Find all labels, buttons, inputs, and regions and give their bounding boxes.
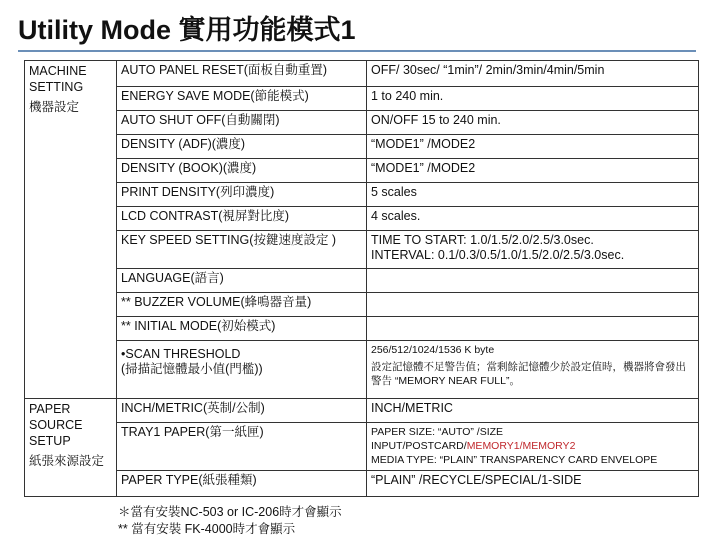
setting-name: LANGUAGE(語言) <box>117 269 367 293</box>
footnote: ＊當有安裝NC-503 or IC-206時才會顯示 <box>118 505 342 519</box>
table-row <box>25 87 699 111</box>
setting-name: AUTO PANEL RESET(面板自動重置) <box>117 61 367 87</box>
setting-name-line: (掃描記憶體最小值(門檻)) <box>121 362 263 376</box>
setting-value <box>367 269 699 293</box>
setting-value: INCH/METRIC <box>367 399 699 423</box>
table-row <box>25 423 699 471</box>
setting-name: PRINT DENSITY(列印濃度) <box>117 183 367 207</box>
table-row <box>25 231 699 269</box>
table-row <box>25 399 699 423</box>
setting-name: TRAY1 PAPER(第一紙匣) <box>117 423 367 471</box>
setting-name: AUTO SHUT OFF(自動關閉) <box>117 111 367 135</box>
setting-name: DENSITY (BOOK)(濃度) <box>117 159 367 183</box>
setting-name: ENERGY SAVE MODE(節能模式) <box>117 87 367 111</box>
setting-value: “MODE1” /MODE2 <box>367 135 699 159</box>
setting-value: 4 scales. <box>367 207 699 231</box>
table-row <box>25 293 699 317</box>
utility-mode-table <box>24 60 699 497</box>
setting-value: 5 scales <box>367 183 699 207</box>
setting-value <box>367 231 699 269</box>
table-row <box>25 471 699 497</box>
table-row <box>25 341 699 399</box>
setting-value-line: INTERVAL: 0.1/0.3/0.5/1.0/1.5/2.0/2.5/3.0sec. <box>371 248 625 262</box>
table-row <box>25 317 699 341</box>
setting-value-line: 256/512/1024/1536 K byte <box>371 344 495 356</box>
category-machine-setting <box>25 61 117 399</box>
table-row <box>25 207 699 231</box>
category-label-zh: 機器設定 <box>29 100 80 114</box>
category-label-zh: 紙張來源設定 <box>29 454 105 468</box>
setting-value-line: MEDIA TYPE: “PLAIN” TRANSPARENCY CARD ENVELOPE <box>371 454 658 466</box>
setting-value-line: PAPER SIZE: “AUTO” /SIZE <box>371 426 504 438</box>
setting-name: DENSITY (ADF)(濃度) <box>117 135 367 159</box>
category-label-en: PAPER SOURCE SETUP <box>29 402 83 448</box>
setting-value: “MODE1” /MODE2 <box>367 159 699 183</box>
table-row <box>25 111 699 135</box>
table-row <box>25 183 699 207</box>
table-row <box>25 159 699 183</box>
setting-value: “PLAIN” /RECYCLE/SPECIAL/1-SIDE <box>367 471 699 497</box>
table-row <box>25 269 699 293</box>
setting-value: ON/OFF 15 to 240 min. <box>367 111 699 135</box>
title-underline <box>18 50 696 52</box>
setting-name: PAPER TYPE(紙張種類) <box>117 471 367 497</box>
setting-value <box>367 293 699 317</box>
setting-name: INCH/METRIC(英制/公制) <box>117 399 367 423</box>
setting-value: 1 to 240 min. <box>367 87 699 111</box>
setting-name: ** INITIAL MODE(初始模式) <box>117 317 367 341</box>
setting-value-line: TIME TO START: 1.0/1.5/2.0/2.5/3.0sec. <box>371 233 594 247</box>
page-title: Utility Mode 實用功能模式1 <box>18 15 356 45</box>
setting-name: KEY SPEED SETTING(按鍵速度設定 ) <box>117 231 367 269</box>
setting-name: ** BUZZER VOLUME(蜂鳴器音量) <box>117 293 367 317</box>
setting-value <box>367 317 699 341</box>
table-row <box>25 135 699 159</box>
setting-value-note: 設定記憶體不足警告值；當剩餘記憶體少於設定值時，機器將會發出警告 “MEMORY NEAR FULL”。 <box>371 361 686 387</box>
setting-value <box>367 341 699 399</box>
category-label-en: MACHINE SETTING <box>29 64 87 94</box>
setting-value-line <box>371 439 694 453</box>
category-paper-source <box>25 399 117 497</box>
setting-name <box>117 341 367 399</box>
footnotes <box>118 504 342 538</box>
setting-name: LCD CONTRAST(視屏對比度) <box>117 207 367 231</box>
setting-name-line: •SCAN THRESHOLD <box>121 347 241 361</box>
setting-value <box>367 423 699 471</box>
footnote: ** 當有安裝 FK-4000時才會顯示 <box>118 522 296 536</box>
setting-value-text: INPUT/POSTCARD/ <box>371 440 467 452</box>
setting-value: OFF/ 30sec/ “1min”/ 2min/3min/4min/5min <box>367 61 699 87</box>
setting-value-highlight: MEMORY1/MEMORY2 <box>466 440 576 452</box>
table-row <box>25 61 699 87</box>
